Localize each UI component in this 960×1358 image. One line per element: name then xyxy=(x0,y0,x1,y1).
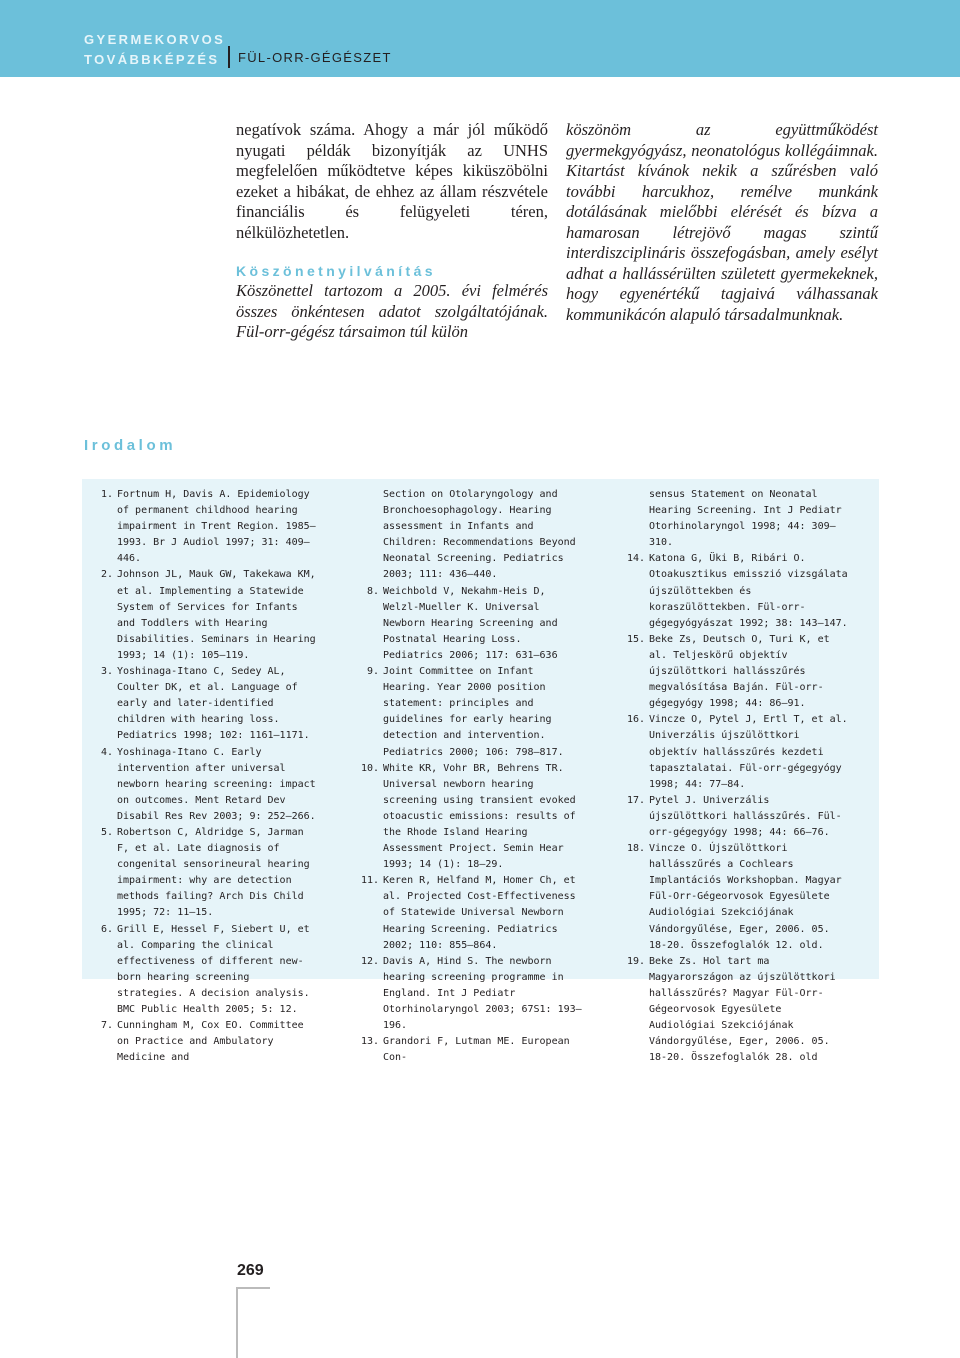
body-paragraph: negatívok száma. Ahogy a már jól működő nyugati példák bizonyítják az UNHS megfelelően működtetve képes kiküszöbölni ezeket a hibákat, de ehhez az állam részvétele financiális és felügyeleti téren, nélkülözhetetlen. xyxy=(236,120,548,242)
reference-continuation: Section on Otolaryngology and Bronchoesophagology. Hearing assessment in Infants and Children: Recommendations Beyond Neonatal Screening. Pediatrics 2003; 111: 436–440. xyxy=(383,489,576,581)
reference-continuation: sensus Statement on Neonatal Hearing Screening. Int J Pediatr Otorhinolaryngol 1998; 44: 309–310. xyxy=(649,489,842,549)
journal-name-line2: TOVÁBBKÉPZÉS xyxy=(84,52,220,67)
reference-text: Joint Committee on Infant Hearing. Year 2000 position statement: principles and guidelines for early hearing detection and intervention. Pediatrics 2000; 106: 798–817. xyxy=(383,666,564,758)
reference-text: Yoshinaga-Itano C. Early intervention after universal newborn hearing screening: impact on outcomes. Ment Retard Dev Disabil Res Rev 2003; 9: 252–266. xyxy=(117,746,316,822)
reference-number: 12. xyxy=(360,955,379,967)
reference-text: Vincze O. Újszülöttkori hallásszűrés a Cochlears Implantációs Workshopban. Magyar Fül-Orr-Gégeorvosok Egyesülete Audiológiai Szekciójának Vándorgyűlése, Eger, 2006. 05. 18-20. Összefoglalók 12. old. xyxy=(649,843,842,951)
reference-number: 10. xyxy=(360,762,379,774)
reference-number: 9. xyxy=(366,666,379,678)
reference-number: 13. xyxy=(360,1036,379,1048)
reference-text: Keren R, Helfand M, Homer Ch, et al. Projected Cost-Effectiveness of Statewide Universal Newborn Hearing Screening. Pediatrics 2002; 110: 855–864. xyxy=(383,875,576,951)
reference-item xyxy=(91,745,321,825)
reference-number: 5. xyxy=(100,826,113,838)
reference-item xyxy=(623,841,853,954)
reference-number: 15. xyxy=(626,633,645,645)
reference-item xyxy=(357,664,587,761)
reference-text: Beke Zs, Deutsch O, Turi K, et al. Teljeskörű objektív újszülöttkori hallásszűrés megvalósítása Baján. Fül-orr-gégegyógy 1998; 44: 86–91. xyxy=(649,633,830,710)
reference-text: Davis A, Hind S. The newborn hearing screening programme in England. Int J Pediatr Otorhinolaryngol 2003; 67S1: 193–196. xyxy=(383,955,582,1032)
reference-text: Pytel J. Univerzális újszülöttkori hallásszűrés. Fül-orr-gégegyógy 1998; 44: 66–76. xyxy=(649,794,842,838)
journal-name-line1: GYERMEKORVOS xyxy=(84,32,226,47)
reference-item xyxy=(357,584,587,664)
page-header xyxy=(0,0,960,77)
reference-item xyxy=(623,793,853,841)
reference-text: Weichbold V, Nekahm-Heis D, Welzl-Mueller K. Universal Newborn Hearing Screening and Postnatal Hearing Loss. Pediatrics 2006; 117: 631–636 xyxy=(383,585,558,661)
acknowledgement-text: Köszönettel tartozom a 2005. évi felmérés összes önkéntesen adatot szolgáltatójának. Fül-orr-gégész társaimon túl külön xyxy=(236,281,548,341)
page-marker-tick xyxy=(236,1287,270,1289)
reference-text: Beke Zs. Hol tart ma Magyarországon az újszülöttkori hallásszűrés? Magyar Fül-Orr-Gégeorvosok Egyesülete Audiológiai Szekciójának Vándorgyűlése, Eger, 2006. 05. 18-20. Összefoglalók 28. old xyxy=(649,955,836,1064)
body-column-right xyxy=(566,120,878,325)
reference-number: 3. xyxy=(100,666,113,678)
reference-text: Cunningham M, Cox EO. Committee on Practice and Ambulatory Medicine and xyxy=(117,1020,304,1064)
reference-number: 19. xyxy=(626,955,645,967)
section-title: FÜL-ORR-GÉGÉSZET xyxy=(238,50,392,65)
reference-item xyxy=(357,1034,587,1066)
reference-item xyxy=(91,487,321,567)
reference-number: 2. xyxy=(100,569,113,581)
references-column-3 xyxy=(623,487,853,1066)
reference-item xyxy=(91,664,321,744)
reference-item xyxy=(91,1018,321,1066)
reference-number: 4. xyxy=(100,746,113,758)
reference-item xyxy=(91,567,321,664)
reference-number: 6. xyxy=(100,923,113,935)
reference-item xyxy=(91,825,321,922)
reference-text: Vincze O, Pytel J, Ertl T, et al. Univerzális újszülöttkori objektív hallásszűrés kezdeti tapasztalatai. Fül-orr-gégegyógy 1998; 44: 77–84. xyxy=(649,714,848,790)
references-column-1 xyxy=(91,487,321,1066)
reference-text: Grill E, Hessel F, Siebert U, et al. Comparing the clinical effectiveness of different new-born hearing screening strategies. A decision analysis. BMC Public Health 2005; 5: 12. xyxy=(117,923,310,1015)
reference-item xyxy=(623,632,853,712)
reference-number: 16. xyxy=(626,714,645,726)
acknowledgement-continued: köszönöm az együttműködést gyermekgyógyász, neonatológus kollégáimnak. Kitartást kívánok nekik a szűrésben való további harcukhoz, remélve munkánk dotálásának mielőbbi elérését és bízva a hamarosan létrejövő magas szintű interdiszciplináris összefogásban, amely esélyt adhat a hallássérülten született gyermekeknek, hogy egyenértékű tagjaivá válhassanak kommunikácón alapuló társadalmunknak. xyxy=(566,120,878,324)
reference-number: 7. xyxy=(100,1020,113,1032)
page-marker-line xyxy=(236,1287,238,1358)
reference-number: 1. xyxy=(100,489,113,500)
reference-text: Katona G, Üki B, Ribári O. Otoakusztikus emisszió vizsgálata újszülöttekben és koraszülöttekben. Fül-orr-gégegyógyászat 1992; 38: 143–147. xyxy=(649,553,848,629)
reference-item xyxy=(623,712,853,792)
reference-number: 8. xyxy=(366,585,379,597)
reference-text: Johnson JL, Mauk GW, Takekawa KM, et al. Implementing a Statewide System of Services for Infants and Toddlers with Hearing Disabilities. Seminars in Hearing 1993; 14 (1): 105–119. xyxy=(117,569,316,661)
journal-name xyxy=(84,30,225,70)
reference-text: Fortnum H, Davis A. Epidemiology of permanent childhood hearing impairment in Trent Region. 1985–1993. Br J Audiol 1997; 31: 409–446. xyxy=(117,489,316,565)
reference-number: 14. xyxy=(626,553,645,565)
body-column-left xyxy=(236,120,548,343)
reference-number: 18. xyxy=(626,843,645,855)
reference-text: White KR, Vohr BR, Behrens TR. Universal newborn hearing screening using transient evoked otoacustic emissions: results of the Rhode Island Hearing Assessment Project. Semin Hear 1993; 14 (1): 18–29. xyxy=(383,762,576,871)
reference-text: Robertson C, Aldridge S, Jarman F, et al. Late diagnosis of congenital sensorineural hearing impairment: why are detection methods failing? Arch Dis Child 1995; 72: 11–15. xyxy=(117,826,310,919)
header-divider xyxy=(228,46,230,68)
reference-item xyxy=(357,873,587,953)
reference-text: Yoshinaga-Itano C, Sedey AL, Coulter DK, et al. Language of early and later-identified children with hearing loss. Pediatrics 1998; 102: 1161–1171. xyxy=(117,666,310,742)
reference-number: 11. xyxy=(360,875,379,887)
reference-item xyxy=(357,954,587,1034)
acknowledgement-heading: Köszönetnyilvánítás xyxy=(236,263,436,279)
page-number: 269 xyxy=(237,1262,264,1279)
reference-item xyxy=(357,761,587,874)
reference-number: 17. xyxy=(626,794,645,806)
reference-item xyxy=(623,954,853,1067)
reference-text: Grandori F, Lutman ME. European Con- xyxy=(383,1036,570,1064)
references-column-2 xyxy=(357,487,587,1066)
reference-item xyxy=(91,922,321,1019)
references-heading: Irodalom xyxy=(84,437,177,454)
reference-item xyxy=(623,551,853,631)
